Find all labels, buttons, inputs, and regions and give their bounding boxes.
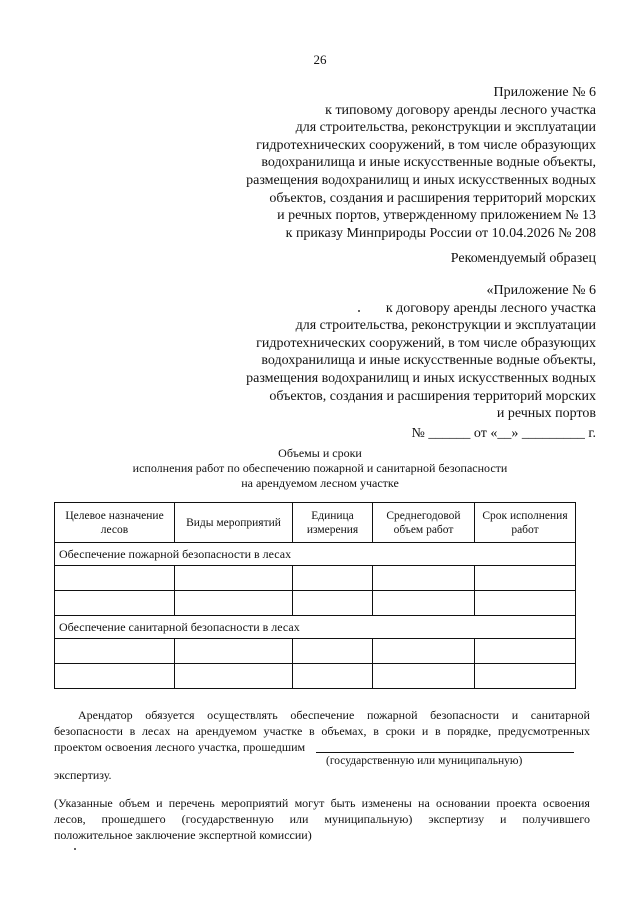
word: обеспечение <box>290 708 355 722</box>
word: и <box>156 796 163 810</box>
appendix-line: «Приложение № 6 <box>486 283 596 298</box>
note-line-1 <box>54 796 590 812</box>
word: в <box>308 724 315 738</box>
table-cell <box>475 566 576 591</box>
table-cell <box>373 566 475 591</box>
appendix-line: размещения водохранилищ и иных искусственных водных <box>246 370 596 386</box>
table-section-row <box>55 616 576 639</box>
expertise-type-hint: (государственную или муниципальную) <box>326 755 523 767</box>
table-cell <box>373 591 475 616</box>
word: объем <box>118 796 150 810</box>
word: освоения <box>542 796 590 810</box>
word: порядке, <box>447 724 492 738</box>
word: и <box>511 708 519 722</box>
table-cell <box>475 639 576 664</box>
word: изменены <box>361 796 412 810</box>
word: пожарной <box>366 708 418 722</box>
table-row <box>55 639 576 664</box>
header-line: гидротехнических сооружений, в том числе образующих <box>256 137 596 153</box>
appendix-line: к договору аренды лесного участка <box>385 300 596 316</box>
document-subtitle: на арендуемом лесном участке <box>241 476 399 490</box>
word: (Указанные <box>54 796 113 810</box>
table-cell <box>55 566 175 591</box>
header-line: к приказу Минприроды России от 10.04.2026 № 208 <box>285 225 596 241</box>
header-block <box>246 84 596 242</box>
table-cell <box>293 639 373 664</box>
stray-dot <box>358 310 360 312</box>
document-subtitle: исполнения работ по обеспечению пожарной и санитарной безопасности <box>132 461 508 475</box>
table-header-row <box>55 503 576 543</box>
appendix-line: для строительства, реконструкции и эксплуатации <box>295 318 596 334</box>
header-line: Приложение № 6 <box>493 85 596 100</box>
table-cell <box>55 664 175 689</box>
table-cell <box>293 566 373 591</box>
table-cell <box>55 639 175 664</box>
word: или <box>289 812 309 826</box>
table-cell <box>175 566 293 591</box>
word: участке <box>263 724 303 738</box>
word: основании <box>436 796 491 810</box>
word: в <box>373 724 379 738</box>
word: мероприятий <box>220 796 289 810</box>
section-fire-safety: Обеспечение пожарной безопасности в лесах <box>55 543 576 566</box>
recommended-sample-label: Рекомендуемый образец <box>450 251 596 266</box>
column-header: Срок исполнения работ <box>475 503 576 543</box>
table-section-row <box>55 543 576 566</box>
word: осуществлять <box>207 708 278 722</box>
section-sanitary-safety: Обеспечение санитарной безопасности в лесах <box>55 616 576 639</box>
note-line-3: положительное заключение экспертной комиссии) <box>54 828 312 842</box>
expertise-type-blank <box>316 752 574 753</box>
document-title: Объемы и сроки <box>278 446 362 460</box>
column-header: Единица измерения <box>293 503 373 543</box>
obligation-line-3: проектом освоения лесного участка, прошедшим <box>54 740 306 754</box>
appendix-line: объектов, создания и расширения территорий морских <box>269 388 596 404</box>
word: лесах <box>141 724 171 738</box>
header-line: размещения водохранилищ и иных искусственных водных <box>246 172 596 188</box>
word: объемах, <box>321 724 367 738</box>
word: безопасности <box>54 724 123 738</box>
table-cell <box>55 591 175 616</box>
header-line: водохранилища и иные искусственные водные объекты, <box>261 155 596 171</box>
table-cell <box>475 664 576 689</box>
appendix-line: гидротехнических сооружений, в том числе образующих <box>256 335 596 351</box>
word: сроки <box>385 724 416 738</box>
header-line: к типовому договору аренды лесного участка <box>325 102 596 118</box>
obligation-line-1 <box>78 708 590 724</box>
header-line: для строительства, реконструкции и эксплуатации <box>295 120 596 136</box>
works-table <box>54 502 576 689</box>
word: на <box>418 796 430 810</box>
word: в <box>129 724 136 738</box>
table-cell <box>373 664 475 689</box>
word: санитарной <box>530 708 590 722</box>
appendix-line: водохранилища и иные искусственные водные объекты, <box>261 353 596 369</box>
word: в <box>434 724 441 738</box>
word: обязуется <box>145 708 195 722</box>
word: перечень <box>168 796 215 810</box>
column-header: Виды мероприятий <box>175 503 293 543</box>
word: предусмотренных <box>497 724 590 738</box>
header-line: объектов, создания и расширения территорий морских <box>269 190 596 206</box>
word: экспертизу <box>428 812 485 826</box>
word: арендуемом <box>195 724 257 738</box>
table-cell <box>175 664 293 689</box>
obligation-line-2 <box>54 724 590 740</box>
word: быть <box>330 796 356 810</box>
word: лесов, <box>54 812 86 826</box>
table-cell <box>373 639 475 664</box>
page-number: 26 <box>313 52 327 67</box>
appendix-block <box>246 282 596 442</box>
word: получившего <box>522 812 590 826</box>
word: (государственную <box>181 812 274 826</box>
word: прошедшего <box>101 812 166 826</box>
appendix-line: и речных портов <box>496 406 596 422</box>
table-cell <box>293 591 373 616</box>
word: и <box>421 724 429 738</box>
table-cell <box>475 591 576 616</box>
table-row <box>55 591 576 616</box>
appendix-number-date-line: № ______ от «__» _________ г. <box>411 425 596 441</box>
table-cell <box>293 664 373 689</box>
stray-dot <box>74 848 76 850</box>
word: Арендатор <box>78 708 133 722</box>
table-row <box>55 566 576 591</box>
word: проекта <box>496 796 537 810</box>
word: и <box>500 812 507 826</box>
note-line-2 <box>54 812 590 828</box>
word: муниципальную) <box>324 812 413 826</box>
table-cell <box>175 639 293 664</box>
table-cell <box>175 591 293 616</box>
column-header: Целевое назначение лесов <box>55 503 175 543</box>
table-row <box>55 664 576 689</box>
obligation-line-4: экспертизу. <box>54 768 112 782</box>
header-line: и речных портов, утвержденному приложением № 13 <box>277 208 596 224</box>
word: безопасности <box>430 708 500 722</box>
word: на <box>177 724 189 738</box>
column-header: Среднегодовой объем работ <box>373 503 475 543</box>
word: могут <box>294 796 325 810</box>
